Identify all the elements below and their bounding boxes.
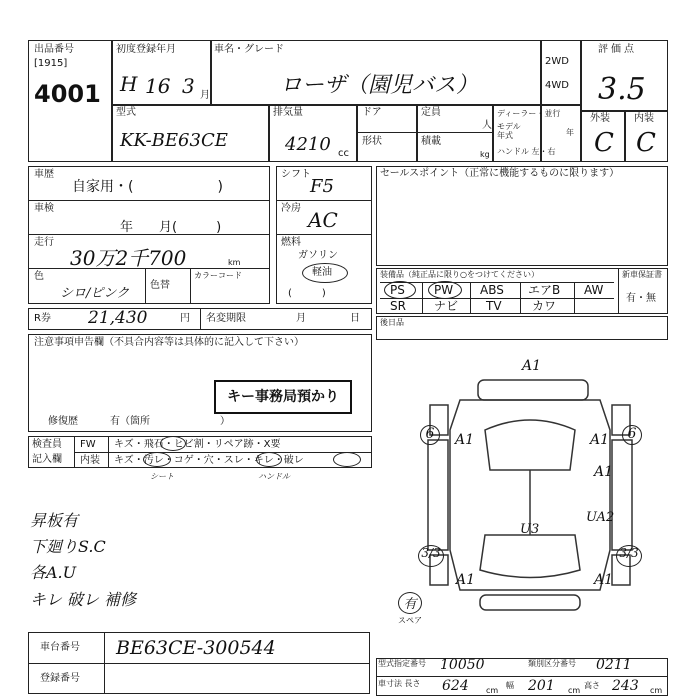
- door-label: ドア: [362, 107, 382, 118]
- equip-pw: PW: [434, 283, 454, 297]
- equip-label: 装備品（純正品に限り○をつけてください）: [380, 270, 539, 279]
- regno-label: 登録番号: [40, 673, 80, 684]
- spec2-len-value: 624: [442, 678, 469, 694]
- handle-label: ハンドル 左・右: [497, 147, 556, 156]
- handwritten-note-2: 下廻りS.C: [30, 537, 106, 556]
- equip-abs: ABS: [480, 283, 504, 297]
- spec2-h-value: 243: [612, 678, 639, 694]
- equip-aw: AW: [584, 283, 604, 297]
- spec2-h-unit: cm: [650, 686, 663, 695]
- disp-unit: cc: [338, 148, 349, 159]
- car-diagram: [400, 350, 660, 620]
- ken-value: 年 月( ): [120, 220, 222, 235]
- diagram-mark-right-rear-fender: A1: [594, 572, 614, 588]
- circle-yogore: [143, 452, 171, 467]
- fuel-diesel: 軽油: [312, 267, 332, 278]
- chassis-label: 車台番号: [40, 642, 80, 653]
- spec2-len-unit: cm: [486, 686, 499, 695]
- diagram-mark-right-side: A1: [594, 464, 614, 480]
- spec2-w-label: 幅: [506, 681, 514, 690]
- repair-value: 有（箇所 ）: [110, 416, 230, 427]
- car-name: ローザ（園児バス）: [280, 73, 479, 98]
- year-unit: 年: [566, 128, 574, 137]
- spec2-cat-label: 類別区分番号: [528, 659, 576, 668]
- km-label: 走行: [34, 237, 54, 248]
- reg-label: 初度登録年月: [116, 44, 176, 55]
- score-value: 3.5: [598, 72, 646, 107]
- inspect-fw-items: キズ・飛石・ヒビ割・リペア跡・X要: [114, 439, 281, 450]
- inspect-title-1: 検査員: [32, 439, 62, 450]
- equip-tv: TV: [486, 299, 502, 313]
- disp-value: 4210: [285, 134, 331, 155]
- inspect-sub-seat: シート: [150, 472, 174, 481]
- type-value: KK-BE63CE: [120, 130, 228, 151]
- diagram-mark-roof: U3: [520, 522, 540, 537]
- inspect-sub-handle: ハンドル: [258, 472, 290, 481]
- warranty-value: 有・無: [626, 293, 656, 304]
- int-label: 内装: [634, 113, 654, 124]
- diagram-mark-right-rear: UA2: [586, 510, 615, 525]
- equip-airbag: エアB: [528, 283, 561, 297]
- seat-label: 定員: [421, 107, 441, 118]
- recycle-unit: 円: [180, 313, 190, 324]
- spec2-type-label: 型式指定番号: [378, 659, 426, 668]
- handwritten-note-4: キレ 破レ 補修: [30, 590, 137, 609]
- fuel-label: 燃料: [281, 237, 301, 248]
- spec2-type-value: 10050: [440, 657, 485, 673]
- type-label: 型式: [116, 107, 136, 118]
- shift-label: シフト: [281, 169, 311, 180]
- reki-label: 車歴: [34, 169, 54, 180]
- equip-sr: SR: [390, 299, 406, 313]
- load-label: 積載: [421, 136, 441, 147]
- ac-label: 冷房: [281, 203, 301, 214]
- spec2-cat-value: 0211: [596, 657, 632, 673]
- spare-label: スペア: [398, 616, 422, 625]
- repair-label: 修復歴: [48, 416, 78, 427]
- reg-month: 3: [182, 74, 195, 98]
- score-label: 評価点: [598, 44, 637, 55]
- inspect-fw: FW: [80, 439, 96, 450]
- key-stamp: キー事務局預かり: [214, 380, 352, 414]
- equip-leather: カワ: [532, 299, 557, 313]
- inspect-int-items: キズ・汚レ・コゲ・穴・スレ・キレ・破レ: [114, 455, 304, 466]
- color-code: カラーコード: [194, 271, 242, 280]
- circle-ps: [384, 281, 416, 299]
- reg-era: H: [120, 72, 138, 96]
- spec2-len-label: 車寸法 長さ: [378, 679, 421, 688]
- warranty-label: 新車保証書: [622, 270, 662, 279]
- meigi-label: 名変期限: [206, 313, 246, 324]
- inspect-title-2: 記入欄: [32, 454, 62, 465]
- handwritten-note-1: 昇板有: [30, 511, 79, 530]
- recycle-value: 21,430: [88, 308, 148, 328]
- lot-sub: [1915]: [34, 58, 68, 69]
- circle-pw: [428, 281, 462, 299]
- circle-sure: [256, 452, 282, 467]
- km-value: 30万2千700: [70, 246, 187, 270]
- diagram-mark-right-front: 6: [622, 425, 642, 445]
- equip-navi: ナビ: [434, 299, 459, 313]
- diagram-mark-left-front: 6: [420, 425, 440, 445]
- ext-label: 外装: [590, 113, 610, 124]
- spec2-w-value: 201: [528, 678, 555, 694]
- ext-grade: C: [594, 128, 614, 158]
- seat-unit: 人: [482, 120, 492, 131]
- int-grade: C: [636, 128, 656, 158]
- color-value: シロ/ピンク: [60, 286, 130, 301]
- color-label: 色: [34, 271, 44, 282]
- fuel-paren: ( ): [288, 288, 326, 299]
- meigi-day: 日: [350, 313, 360, 324]
- drive-4wd: 4WD: [545, 80, 569, 91]
- load-unit: kg: [480, 150, 490, 159]
- meigi-month: 月: [296, 313, 306, 324]
- recycle-label: R券: [34, 313, 51, 324]
- spare-circle: 有: [398, 592, 422, 614]
- inspect-int: 内装: [80, 455, 100, 466]
- form-label: 形状: [362, 136, 382, 147]
- circle-tobiishi: [160, 436, 186, 451]
- diagram-mark-front-bumper: A1: [522, 358, 542, 374]
- spec2-w-unit: cm: [568, 686, 581, 695]
- rear-label: 後日品: [380, 318, 404, 327]
- model-year-label: 年式: [497, 131, 513, 140]
- equip-ps: PS: [390, 283, 405, 297]
- reg-month-unit: 月: [200, 90, 210, 101]
- km-unit: km: [228, 258, 241, 267]
- lot-number: 4001: [34, 80, 101, 108]
- chassis-value: BE63CE-300544: [116, 637, 276, 659]
- rear-frame: [376, 316, 668, 340]
- name-label: 車名・グレード: [214, 44, 284, 55]
- diagram-mark-right-rear-panel: 3/3: [616, 545, 642, 567]
- reki-value: 自家用・( ): [72, 179, 223, 195]
- sales-frame: [376, 166, 668, 266]
- fuel-gasoline: ガソリン: [298, 250, 338, 261]
- diagram-mark-right-front-fender: A1: [590, 432, 610, 448]
- ken-label: 車検: [34, 203, 54, 214]
- diagram-mark-left-rear: 3/3: [418, 545, 444, 567]
- circle-yabure: [333, 452, 361, 467]
- handwritten-note-3: 各A.U: [30, 563, 77, 582]
- notes-label: 注意事項申告欄（不具合内容等は具体的に記入して下さい）: [34, 337, 304, 348]
- lot-label: 出品番号: [34, 44, 74, 55]
- reg-year: 16: [145, 74, 171, 98]
- color-swap: 色替: [150, 280, 170, 291]
- diagram-mark-left-rear-fender: A1: [456, 572, 476, 588]
- diagram-mark-left-front-fender: A1: [455, 432, 475, 448]
- drive-2wd: 2WD: [545, 56, 569, 67]
- model-label: モデル: [497, 122, 521, 131]
- ac-value: AC: [308, 208, 338, 232]
- disp-label: 排気量: [273, 107, 303, 118]
- spec2-h-label: 高さ: [584, 681, 600, 690]
- dealer-label: ディーラー・並行: [497, 109, 561, 118]
- shift-value: F5: [310, 176, 334, 197]
- sales-label: セールスポイント（正常に機能するものに限ります）: [380, 168, 620, 179]
